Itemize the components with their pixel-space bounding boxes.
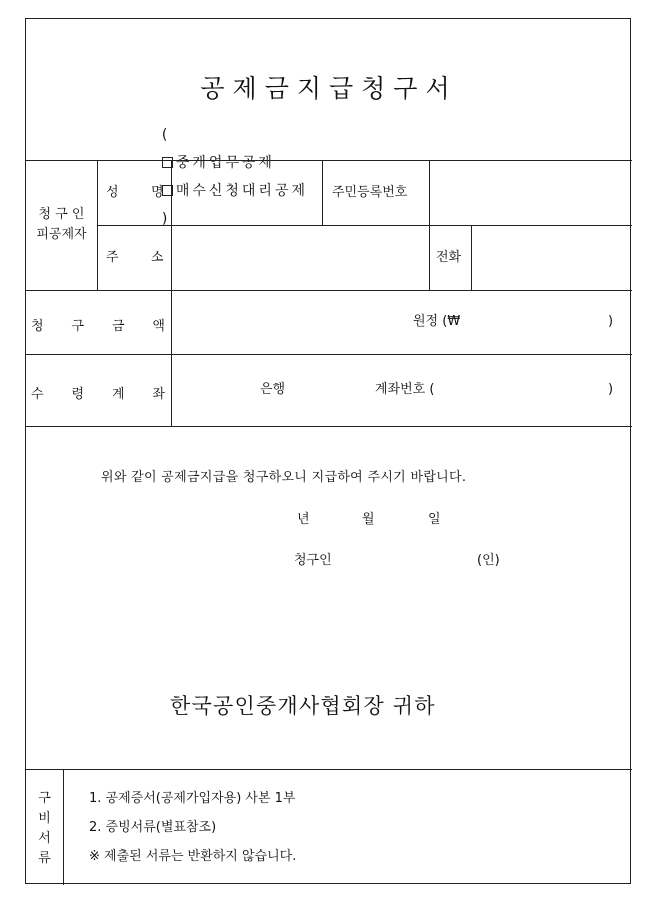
address-label-b: 소 bbox=[151, 250, 164, 265]
bank-label: 은행 bbox=[260, 382, 286, 397]
form-title: 공제금지급청구서 bbox=[200, 74, 458, 103]
attachment-note: ※ 제출된 서류는 반환하지 않습니다. bbox=[89, 849, 297, 864]
attachments-label-char: 비 bbox=[38, 811, 51, 826]
amount-label-char: 금 bbox=[111, 319, 125, 334]
account-label-char: 령 bbox=[71, 387, 85, 402]
date-month-label: 월 bbox=[362, 512, 375, 527]
rrn-label: 주민등록번호 bbox=[332, 185, 408, 200]
seal-mark: (인) bbox=[477, 553, 500, 568]
rrn-field[interactable] bbox=[430, 161, 631, 224]
address-label-a: 주 bbox=[106, 250, 119, 265]
attachments-label-char: 구 bbox=[38, 791, 51, 806]
paren-open: ( bbox=[161, 127, 168, 143]
claimant-role-label bbox=[26, 205, 97, 245]
date-day-label: 일 bbox=[428, 512, 441, 527]
account-close-paren: ) bbox=[608, 382, 614, 397]
amount-label bbox=[31, 315, 165, 334]
addressee: 한국공인중개사협회장 귀하 bbox=[170, 694, 436, 718]
account-label-char: 계 bbox=[111, 387, 125, 402]
option-auction-proxy-label: 매수신청대리공제 bbox=[175, 183, 309, 199]
amount-label-char: 청 bbox=[31, 319, 44, 334]
amount-unit: 원정 (₩ bbox=[413, 314, 461, 329]
attachments-label bbox=[26, 789, 63, 869]
account-label bbox=[31, 383, 165, 402]
amount-field[interactable] bbox=[172, 291, 631, 353]
attachments-label-char: 류 bbox=[38, 851, 51, 866]
amount-label-char: 구 bbox=[71, 319, 85, 334]
attachment-item-1: 1. 공제증서(공제가입자용) 사본 1부 bbox=[89, 791, 296, 806]
name-field[interactable] bbox=[172, 161, 321, 224]
name-label-a: 성 bbox=[106, 185, 119, 200]
account-number-label: 계좌번호 ( bbox=[375, 382, 435, 397]
name-label-b: 명 bbox=[151, 185, 164, 200]
amount-label-char: 액 bbox=[152, 319, 165, 334]
account-label-char: 좌 bbox=[152, 387, 165, 402]
phone-label: 전화 bbox=[436, 250, 462, 265]
claimant-role-line-2: 피공제자 bbox=[36, 227, 87, 242]
attachments-label-char: 서 bbox=[38, 831, 51, 846]
account-label-char: 수 bbox=[31, 387, 44, 402]
signer-label: 청구인 bbox=[294, 553, 332, 568]
claim-statement: 위와 같이 공제금지급을 청구하오니 지급하여 주시기 바랍니다. bbox=[101, 470, 467, 485]
date-year-label: 년 bbox=[297, 512, 310, 527]
address-field[interactable] bbox=[172, 226, 428, 289]
amount-close-paren: ) bbox=[608, 314, 614, 329]
paren-close: ) bbox=[161, 211, 168, 227]
phone-field[interactable] bbox=[472, 226, 631, 289]
claimant-role-line-1: 청 구 인 bbox=[38, 207, 85, 222]
option-brokerage-label: 중개업무공제 bbox=[175, 155, 275, 171]
attachment-item-2: 2. 증빙서류(별표참조) bbox=[89, 820, 217, 835]
claim-form bbox=[25, 18, 631, 884]
